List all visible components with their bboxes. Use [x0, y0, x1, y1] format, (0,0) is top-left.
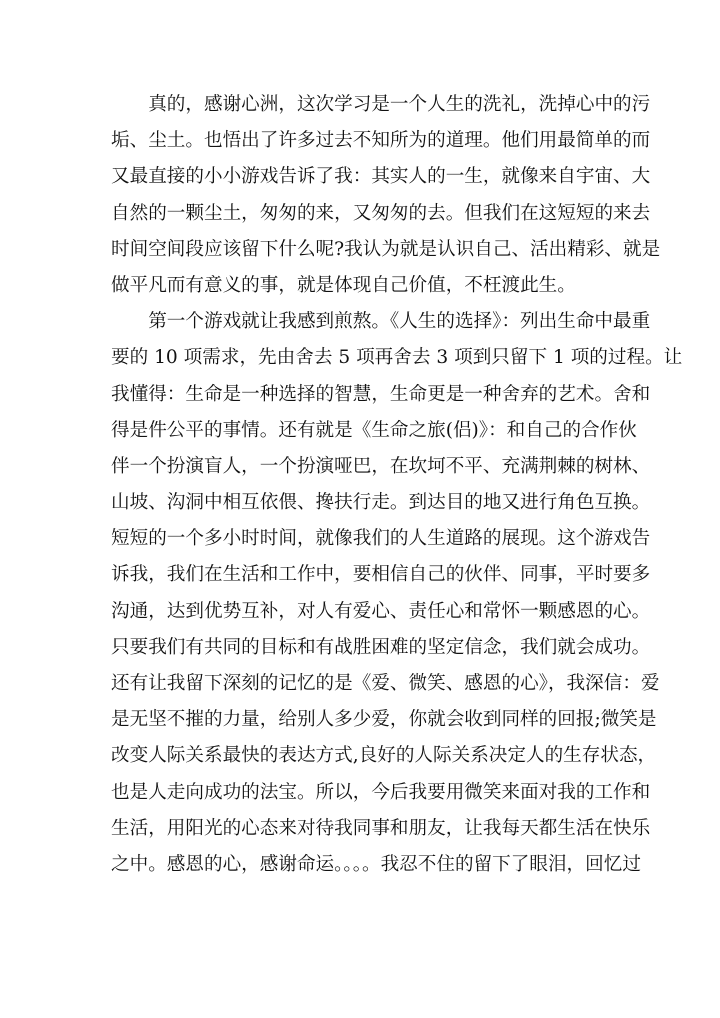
text-line: 只要我们有共同的目标和有战胜困难的坚定信念，我们就会成功。	[111, 636, 651, 658]
text-line: 诉我，我们在生活和工作中，要相信自己的伙伴、同事，平时要多	[111, 564, 651, 586]
text-line: 要的 10 项需求，先由舍去 5 项再舍去 3 项到只留下 1 项的过程。让	[111, 347, 683, 369]
text-line: 伴一个扮演盲人，一个扮演哑巴，在坎坷不平、充满荆棘的树林、	[111, 455, 651, 477]
text-line: 改变人际关系最快的表达方式,良好的人际关系决定人的生存状态，	[111, 745, 657, 767]
text-line: 我懂得：生命是一种选择的智慧，生命更是一种舍弃的艺术。舍和	[111, 383, 651, 405]
text-line: 之中。感恩的心，感谢命运。。。。我忍不住的留下了眼泪，回忆过	[111, 853, 641, 875]
text-line: 自然的一颗尘土，匆匆的来，又匆匆的去。但我们在这短短的来去	[111, 202, 651, 224]
text-line: 做平凡而有意义的事，就是体现自己价值，不枉渡此生。	[111, 274, 576, 296]
text-line: 山坡、沟洞中相互依偎、搀扶行走。到达目的地又进行角色互换。	[111, 492, 651, 514]
text-line: 又最直接的小小游戏告诉了我：其实人的一生，就像来自宇宙、大	[111, 166, 651, 188]
text-line: 是无坚不摧的力量，给别人多少爱，你就会收到同样的回报;微笑是	[111, 709, 657, 731]
text-line: 短短的一个多小时时间，就像我们的人生道路的展现。这个游戏告	[111, 528, 651, 550]
text-line: 也是人走向成功的法宝。所以，今后我要用微笑来面对我的工作和	[111, 781, 651, 803]
text-line: 真的，感谢心洲，这次学习是一个人生的洗礼，洗掉心中的污	[111, 94, 651, 115]
text-line: 得是件公平的事情。还有就是《生命之旅(侣)》：和自己的合作伙	[111, 419, 637, 441]
text-line: 时间空间段应该留下什么呢?我认为就是认识自己、活出精彩、就是	[111, 238, 661, 260]
body-text	[111, 87, 683, 883]
text-line: 沟通，达到优势互补，对人有爱心、责任心和常怀一颗感恩的心。	[111, 600, 651, 622]
text-line: 垢、尘土。也悟出了许多过去不知所为的道理。他们用最简单的而	[111, 130, 651, 152]
text-line: 还有让我留下深刻的记忆的是《爱、微笑、感恩的心》，我深信：爱	[111, 673, 660, 694]
text-line: 第一个游戏就让我感到煎熬。《人生的选择》：列出生命中最重	[111, 311, 651, 333]
text-line: 生活，用阳光的心态来对待我同事和朋友，让我每天都生活在快乐	[111, 817, 651, 839]
